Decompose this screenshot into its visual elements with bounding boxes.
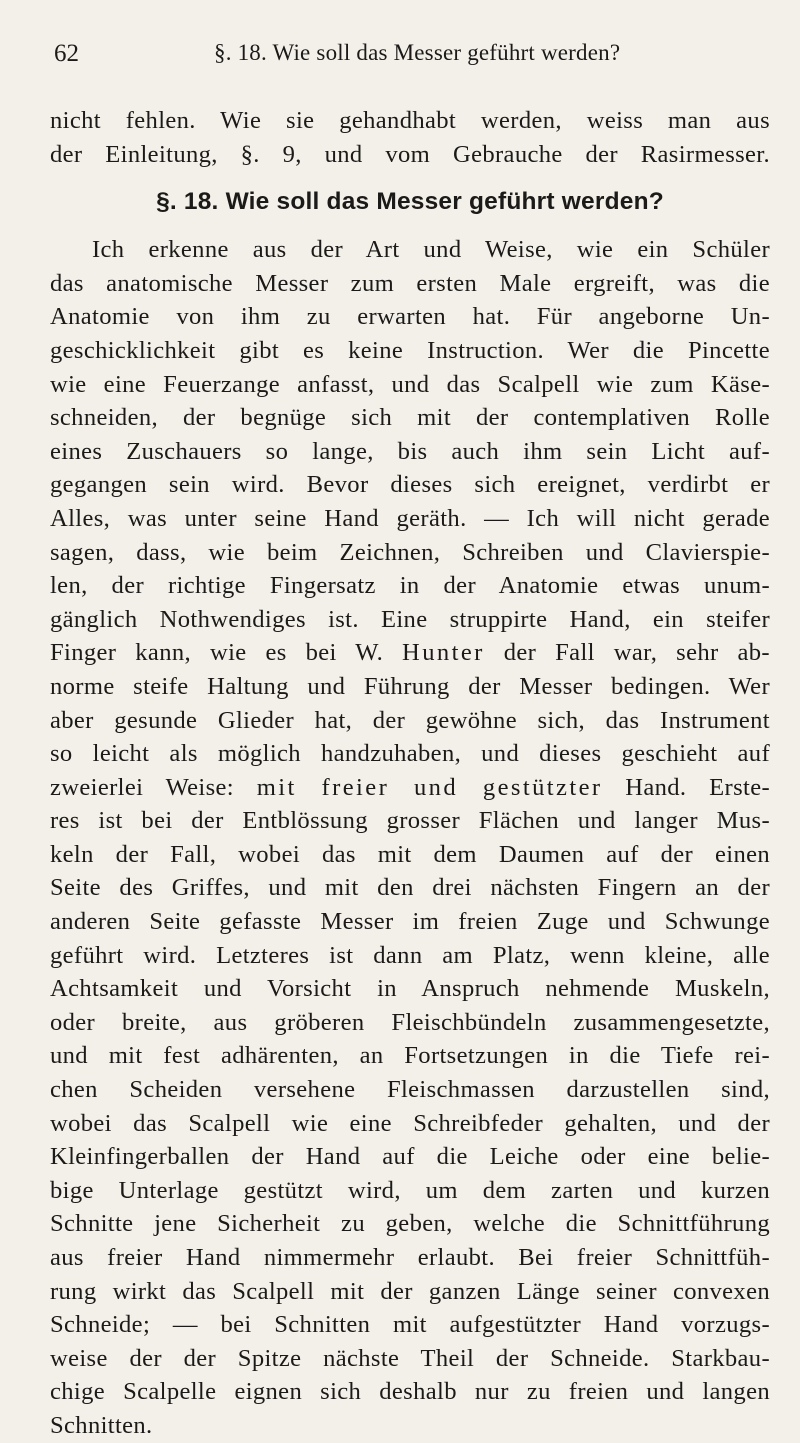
text-line: das anatomische Messer zum ersten Male ergreift, was die [50, 269, 770, 297]
text-line: Ich erkenne aus der Art und Weise, wie ein Schüler [92, 236, 770, 264]
running-head [50, 36, 770, 76]
book-page [50, 36, 770, 1443]
text-line-last: Schnitten. [50, 1411, 153, 1439]
text-segment: der Fall war, sehr ab- [484, 639, 770, 667]
text-line: keln der Fall, wobei das mit dem Daumen auf der einen [50, 840, 770, 868]
text-line: Schneide; — bei Schnitten mit aufgestützter Hand vorzugs- [50, 1311, 770, 1339]
text-line: chige Scalpelle eignen sich deshalb nur zu freien und langen [50, 1378, 770, 1406]
text-line: und mit fest adhärenten, an Fortsetzungen in die Tiefe rei- [50, 1042, 770, 1070]
text-segment: zweierlei Weise: [50, 773, 257, 801]
text-line: geschicklichkeit gibt es keine Instruction. Wer die Pincette [50, 336, 770, 364]
text-line: Seite des Griffes, und mit den drei nächsten Fingern an der [50, 874, 770, 902]
page-number: 62 [54, 40, 79, 67]
section-heading: §. 18. Wie soll das Messer geführt werden? [156, 188, 664, 216]
body-paragraph [50, 233, 770, 1442]
text-line: eines Zuschauers so lange, bis auch ihm sein Licht auf- [50, 437, 770, 465]
text-segment: Finger kann, wie es bei W. [50, 639, 403, 667]
text-line: bige Unterlage gestützt wird, um dem zarten und kurzen [50, 1176, 770, 1204]
text-line-hunter [50, 636, 770, 670]
text-line: Schnitte jene Sicherheit zu geben, welche die Schnittführung [50, 1210, 770, 1238]
text-line: res ist bei der Entblössung grosser Flächen und langer Mus- [50, 807, 770, 835]
intro-paragraph [50, 104, 770, 171]
running-title: §. 18. Wie soll das Messer geführt werden? [214, 40, 621, 65]
text-line: chen Scheiden versehene Fleischmassen darzustellen sind, [50, 1076, 770, 1104]
person-name-hunter: Hunter [402, 639, 485, 667]
text-line: gänglich Nothwendiges ist. Eine struppirte Hand, ein steifer [50, 605, 770, 633]
text-line: wie eine Feuerzange anfasst, und das Scalpell wie zum Käse- [50, 370, 770, 398]
text-line: rung wirkt das Scalpell mit der ganzen Länge seiner convexen [50, 1277, 770, 1305]
emphasized-phrase: mit freier und gestützter [256, 773, 603, 801]
text-line: nicht fehlen. Wie sie gehandhabt werden, weiss man aus [50, 107, 770, 134]
text-line: Kleinfingerballen der Hand auf die Leiche oder eine belie- [50, 1143, 770, 1171]
text-line: oder breite, aus gröberen Fleischbündeln zusammengesetzte, [50, 1008, 770, 1036]
text-line: anderen Seite gefasste Messer im freien Zuge und Schwunge [50, 908, 770, 936]
text-line: norme steife Haltung und Führung der Messer bedingen. Wer [50, 672, 770, 700]
text-segment: Hand. Erste- [602, 773, 771, 801]
text-line: so leicht als möglich handzuhaben, und dieses geschieht auf [50, 740, 770, 768]
text-line: Achtsamkeit und Vorsicht in Anspruch nehmende Muskeln, [50, 975, 770, 1003]
text-line: aber gesunde Glieder hat, der gewöhne sich, das Instrument [50, 706, 770, 734]
text-line: aus freier Hand nimmermehr erlaubt. Bei freier Schnittfüh- [50, 1244, 770, 1271]
text-line: geführt wird. Letzteres ist dann am Platz, wenn kleine, alle [50, 941, 770, 969]
text-line: weise der der Spitze nächste Theil der Schneide. Starkbau- [50, 1344, 770, 1372]
text-line: sagen, dass, wie beim Zeichnen, Schreiben und Clavierspie- [50, 538, 770, 566]
text-line-emphasis [50, 771, 770, 805]
text-line: Anatomie von ihm zu erwarten hat. Für angeborne Un- [50, 303, 770, 331]
text-line: Alles, was unter seine Hand geräth. — Ich will nicht gerade [50, 504, 770, 532]
text-line: wobei das Scalpell wie eine Schreibfeder gehalten, und der [50, 1109, 770, 1137]
text-line: der Einleitung, §. 9, und vom Gebrauche der Rasirmesser. [50, 140, 770, 168]
text-line: len, der richtige Fingersatz in der Anatomie etwas unum- [50, 572, 770, 600]
text-line: schneiden, der begnüge sich mit der contemplativen Rolle [50, 404, 770, 432]
text-line: gegangen sein wird. Bevor dieses sich ereignet, verdirbt er [50, 471, 770, 499]
